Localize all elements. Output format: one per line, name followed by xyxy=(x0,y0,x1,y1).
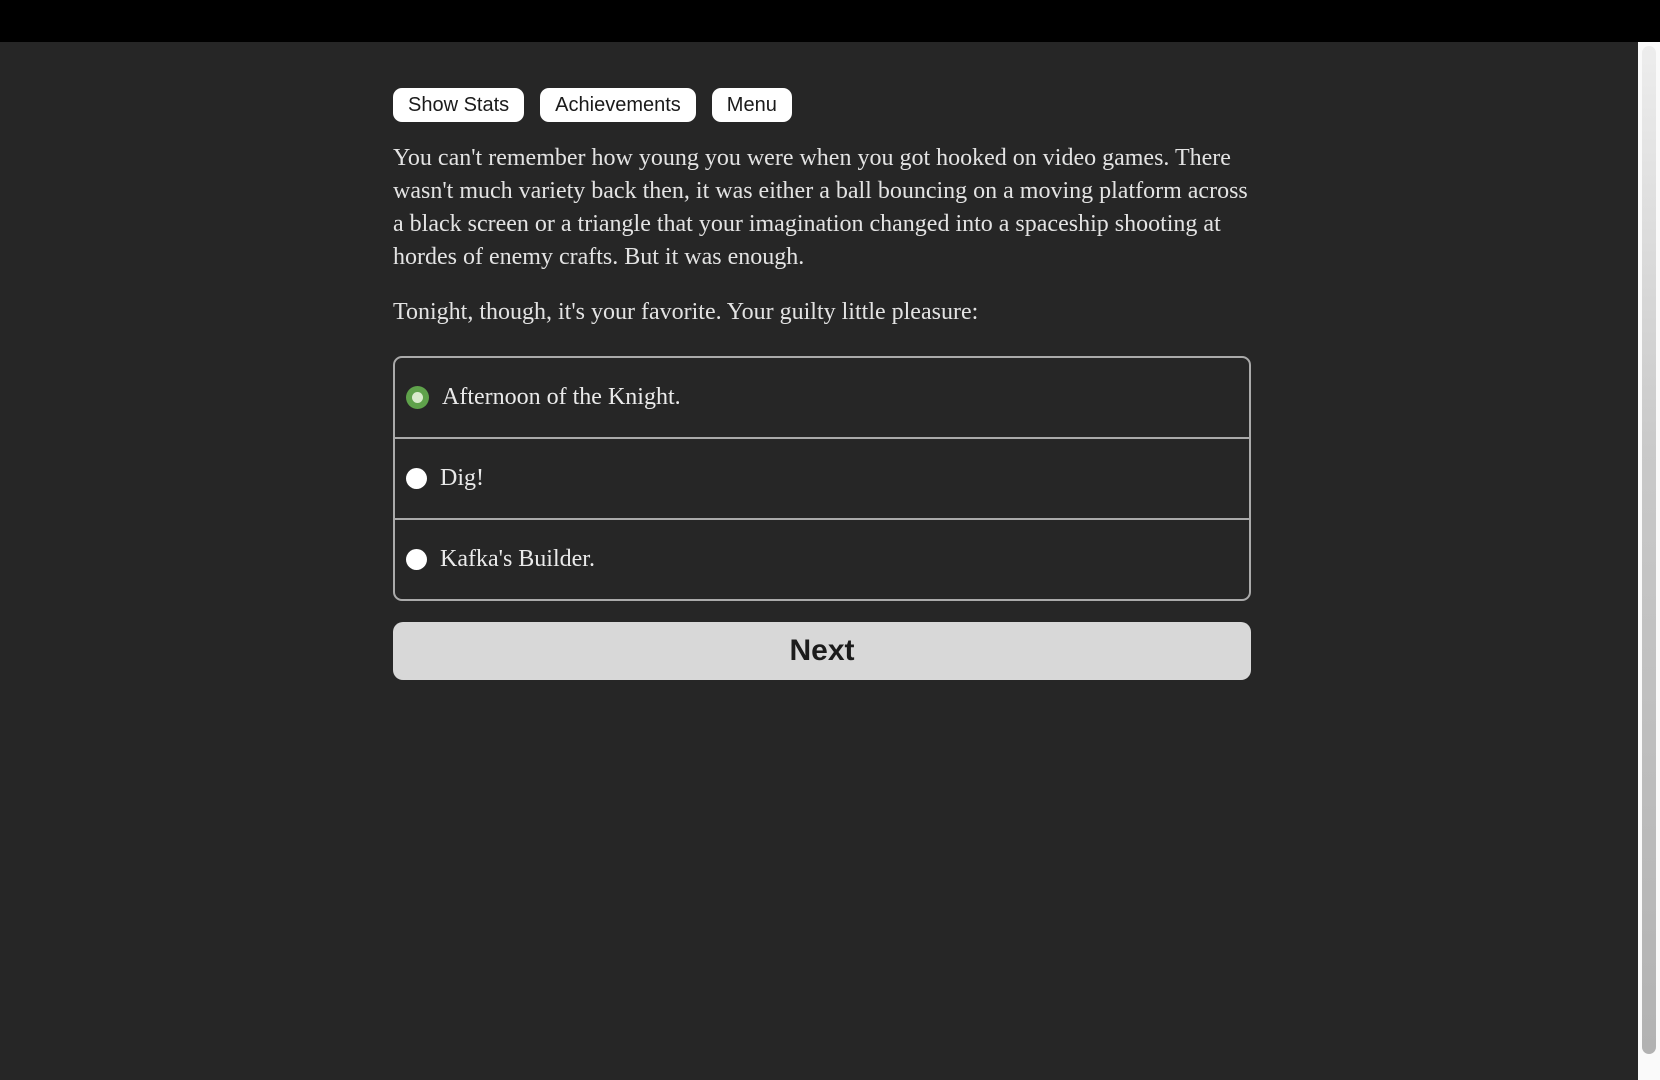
choice-label: Afternoon of the Knight. xyxy=(442,384,681,410)
next-button[interactable]: Next xyxy=(393,622,1251,680)
scrollbar-track[interactable] xyxy=(1638,42,1660,1080)
menu-button[interactable]: Menu xyxy=(712,88,792,122)
top-black-bar xyxy=(0,0,1660,42)
choice-option-kafkas-builder[interactable] xyxy=(395,520,1249,599)
choice-option-dig[interactable] xyxy=(395,439,1249,520)
choice-option-afternoon-of-the-knight[interactable] xyxy=(395,358,1249,439)
story-paragraph-2: Tonight, though, it's your favorite. Your guilty little pleasure: xyxy=(393,299,979,325)
radio-icon[interactable] xyxy=(406,468,427,489)
achievements-button[interactable]: Achievements xyxy=(540,88,696,122)
choices-group xyxy=(393,356,1251,601)
radio-icon[interactable] xyxy=(406,549,427,570)
scrollbar-thumb[interactable] xyxy=(1642,46,1656,1054)
radio-selected-icon[interactable] xyxy=(406,386,429,409)
show-stats-button[interactable]: Show Stats xyxy=(393,88,524,122)
story-paragraph-1: You can't remember how young you were when you got hooked on video games. There wasn't much variety back then, it was either a ball bouncing on a moving platform across a black screen or a triangle that your imagination changed into a spaceship shooting at hordes of enemy crafts. But it was enough. xyxy=(393,145,1248,270)
choice-label: Dig! xyxy=(440,465,484,491)
choice-label: Kafka's Builder. xyxy=(440,546,595,572)
game-toolbar xyxy=(393,88,792,122)
